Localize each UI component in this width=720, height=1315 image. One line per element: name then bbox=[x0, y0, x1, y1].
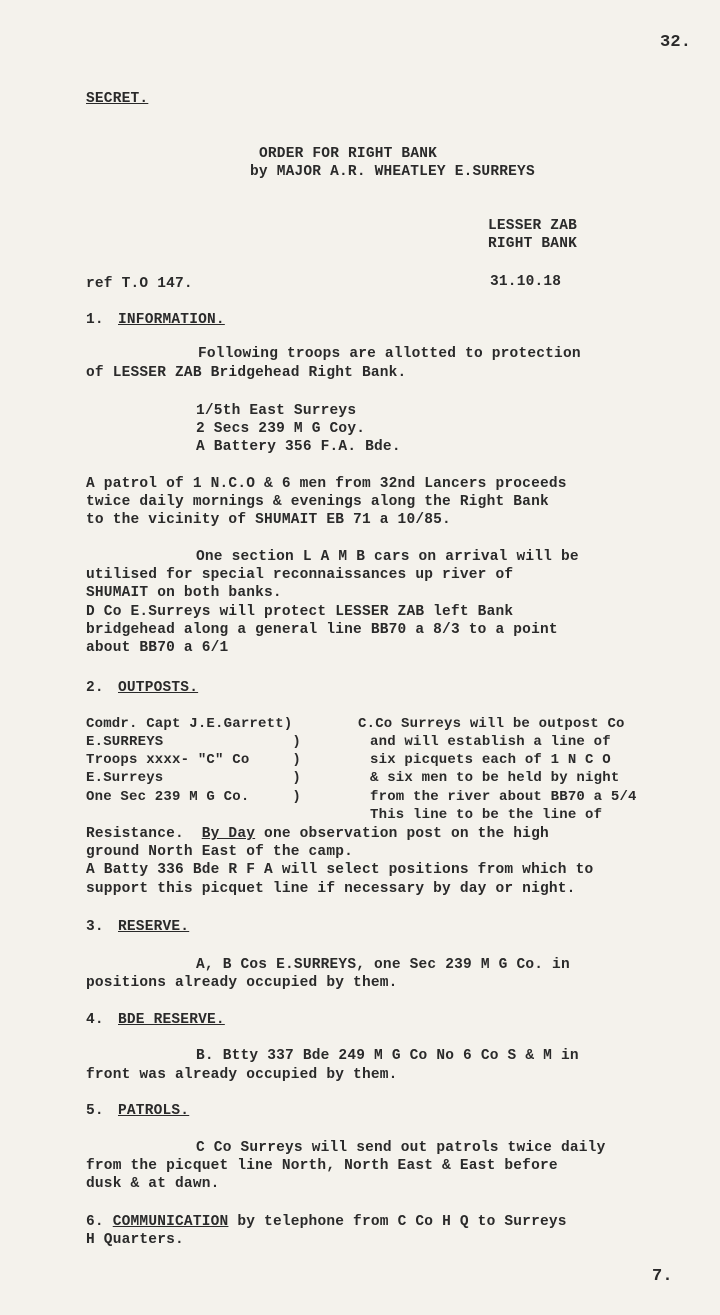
patrols-line-3: dusk & at dawn. bbox=[86, 1176, 220, 1192]
info-p3-line-5: bridgehead along a general line BB70 a 8/3 to a point bbox=[86, 622, 558, 638]
reference: ref T.O 147. bbox=[86, 276, 193, 292]
outposts-right-1: C.Co Surreys will be outpost Co bbox=[358, 716, 625, 732]
outposts-right-6: This line to be the line of bbox=[370, 807, 603, 823]
troop-3: A Battery 356 F.A. Bde. bbox=[196, 439, 401, 455]
info-p2-line-1: A patrol of 1 N.C.O & 6 men from 32nd Lancers proceeds bbox=[86, 476, 567, 492]
outposts-left-2: E.SURREYS ) bbox=[86, 734, 302, 750]
info-p3-line-2: utilised for special reconnaissances up river of bbox=[86, 567, 514, 583]
patrols-line-1: C Co Surreys will send out patrols twice daily bbox=[196, 1140, 606, 1156]
outposts-right-3: six picquets each of 1 N C O bbox=[370, 752, 611, 768]
outposts-cont-line-2: ground North East of the camp. bbox=[86, 844, 354, 860]
info-p3-line-4: D Co E.Surreys will protect LESSER ZAB left Bank bbox=[86, 604, 514, 620]
section-5-heading: PATROLS. bbox=[118, 1103, 190, 1119]
communication-rest: by telephone from C Co H Q to Surreys bbox=[228, 1214, 567, 1230]
outposts-cont-line-1 bbox=[86, 825, 549, 843]
outposts-right-2: and will establish a line of bbox=[370, 734, 611, 750]
outposts-cont-line-3: A Batty 336 Bde R F A will select positions from which to bbox=[86, 862, 594, 878]
location-line-2: RIGHT BANK bbox=[488, 236, 578, 252]
title-line-1: ORDER FOR RIGHT BANK bbox=[259, 146, 438, 162]
section-4-number: 4. bbox=[86, 1012, 104, 1028]
reserve-line-1: A, B Cos E.SURREYS, one Sec 239 M G Co. in bbox=[196, 957, 570, 973]
location-line-1: LESSER ZAB bbox=[488, 218, 578, 234]
outposts-cont-a: Resistance. bbox=[86, 826, 202, 842]
section-1-number: 1. bbox=[86, 312, 104, 328]
outposts-left-5: One Sec 239 M G Co. ) bbox=[86, 789, 302, 805]
info-p3-line-1: One section L A M B cars on arrival will be bbox=[196, 549, 579, 565]
section-2-number: 2. bbox=[86, 680, 104, 696]
info-p2-line-3: to the vicinity of SHUMAIT EB 71 a 10/85. bbox=[86, 512, 451, 528]
title-line-2: by MAJOR A.R. WHEATLEY E.SURREYS bbox=[250, 164, 535, 180]
section-4-heading: BDE RESERVE. bbox=[118, 1012, 225, 1028]
communication-line-1 bbox=[86, 1213, 567, 1231]
date: 31.10.18 bbox=[490, 274, 562, 290]
outposts-left-4: E.Surreys ) bbox=[86, 770, 302, 786]
info-p1-line-1: Following troops are allotted to protection bbox=[198, 346, 581, 362]
outposts-left-1: Comdr. Capt J.E.Garrett) bbox=[86, 716, 293, 732]
outposts-right-4: & six men to be held by night bbox=[370, 770, 620, 786]
bde-reserve-line-2: front was already occupied by them. bbox=[86, 1067, 398, 1083]
section-2-heading: OUTPOSTS. bbox=[118, 680, 199, 696]
outposts-left-3: Troops xxxx- "C" Co ) bbox=[86, 752, 302, 768]
info-p3-line-3: SHUMAIT on both banks. bbox=[86, 585, 282, 601]
troop-1: 1/5th East Surreys bbox=[196, 403, 357, 419]
outposts-cont-line-4: support this picquet line if necessary by day or night. bbox=[86, 881, 576, 897]
info-p2-line-2: twice daily mornings & evenings along the Right Bank bbox=[86, 494, 549, 510]
troop-2: 2 Secs 239 M G Coy. bbox=[196, 421, 366, 437]
section-5-number: 5. bbox=[86, 1103, 104, 1119]
page-number: 32. bbox=[660, 33, 692, 52]
by-day-emphasis: By Day bbox=[201, 826, 256, 842]
reserve-line-2: positions already occupied by them. bbox=[86, 975, 398, 991]
section-3-number: 3. bbox=[86, 919, 104, 935]
section-6-heading: COMMUNICATION bbox=[112, 1214, 229, 1230]
section-3-heading: RESERVE. bbox=[118, 919, 190, 935]
communication-line-2: H Quarters. bbox=[86, 1232, 184, 1248]
outposts-right-5: from the river about BB70 a 5/4 bbox=[370, 789, 637, 805]
patrols-line-2: from the picquet line North, North East & East before bbox=[86, 1158, 558, 1174]
bde-reserve-line-1: B. Btty 337 Bde 249 M G Co No 6 Co S & M in bbox=[196, 1048, 579, 1064]
info-p3-line-6: about BB70 a 6/1 bbox=[86, 640, 229, 656]
info-p1-line-2: of LESSER ZAB Bridgehead Right Bank. bbox=[86, 365, 407, 381]
outposts-cont-c: one observation post on the high bbox=[255, 826, 549, 842]
section-1-heading: INFORMATION. bbox=[118, 312, 225, 328]
section-6-number: 6. bbox=[86, 1214, 104, 1230]
classification: SECRET. bbox=[86, 91, 149, 107]
footer-number: 7. bbox=[652, 1267, 673, 1286]
